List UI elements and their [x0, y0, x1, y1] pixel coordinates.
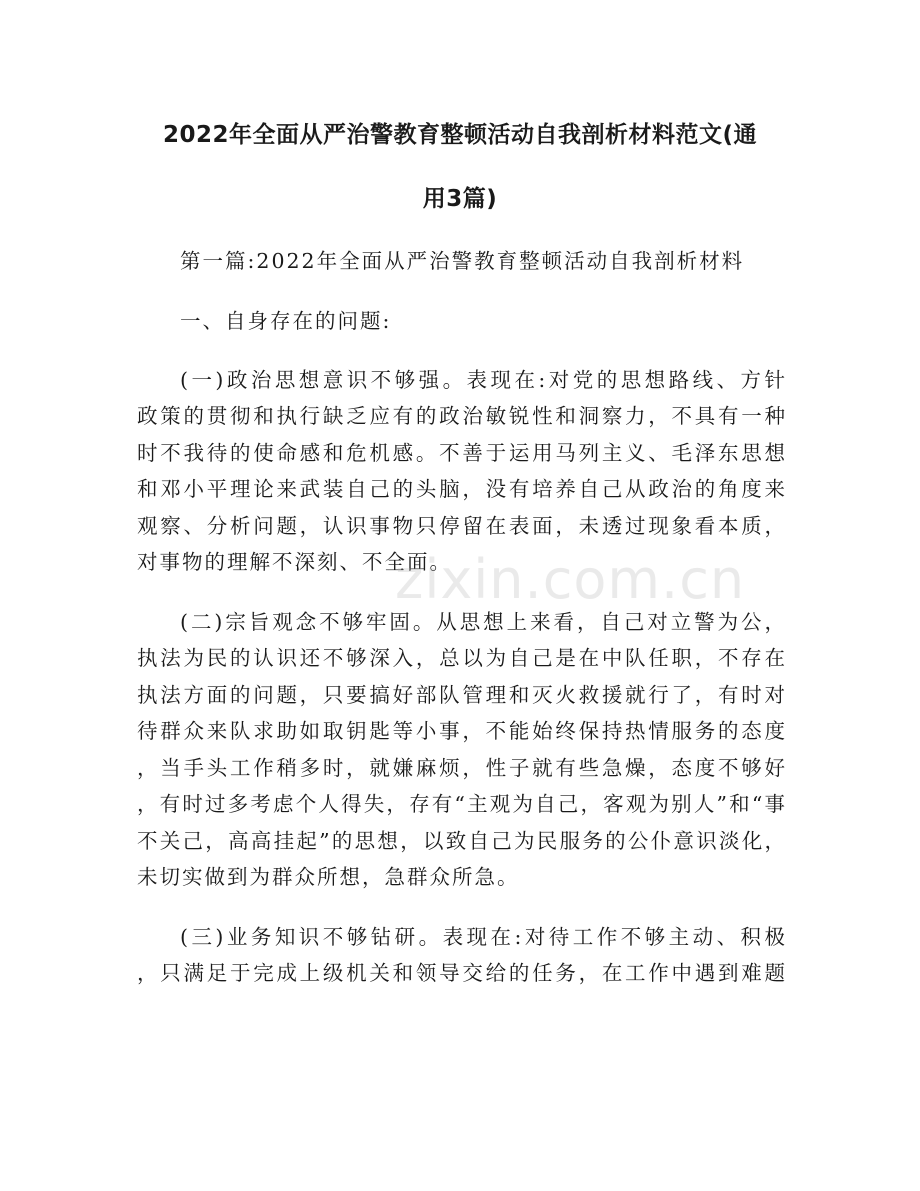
- paragraph-2-line: 待群众来队求助如取钥匙等小事，不能始终保持热情服务的态度: [137, 719, 787, 743]
- paragraph-2-line: 未切实做到为群众所想，急群众所急。: [137, 865, 520, 889]
- paragraph-2-line: 执法方面的问题，只要搞好部队管理和灭火救援就行了，有时对: [137, 683, 787, 707]
- paragraph-1-line: 观察、分析问题，认识事物只停留在表面，未透过现象看本质，: [137, 514, 787, 538]
- paragraph-1-line: 对事物的理解不深刻、不全面。: [137, 550, 452, 574]
- paragraph-3-line: (三)业务知识不够钻研。表现在:对待工作不够主动、积极: [180, 925, 787, 949]
- document-title-line-1: 2022年全面从严治警教育整顿活动自我剖析材料范文(通: [162, 122, 758, 148]
- paragraph-2-line: 不关己，高高挂起”的思想，以致自己为民服务的公仆意识淡化，: [137, 829, 787, 853]
- paragraph-1-line: (一)政治思想意识不够强。表现在:对党的思想路线、方针: [180, 368, 787, 392]
- paragraph-1-line: 时不我待的使命感和危机感。不善于运用马列主义、毛泽东思想: [137, 441, 787, 465]
- paragraph-2-line: ，当手头工作稍多时，就嫌麻烦，性子就有些急燥，态度不够好: [137, 756, 787, 780]
- section-heading: 第一篇:2022年全面从严治警教育整顿活动自我剖析材料: [180, 249, 745, 273]
- watermark: zixin.com.cn: [395, 548, 746, 611]
- paragraph-2-line: (二)宗旨观念不够牢固。从思想上来看，自己对立警为公，: [180, 610, 787, 634]
- paragraph-2-line: 执法为民的认识还不够深入，总以为自己是在中队任职，不存在: [137, 646, 787, 670]
- paragraph-2-line: ，有时过多考虑个人得失，存有“主观为自己，客观为别人”和“事: [137, 792, 787, 816]
- part-heading: 一、自身存在的问题:: [180, 309, 392, 333]
- paragraph-1-line: 和邓小平理论来武装自己的头脑，没有培养自己从政治的角度来: [137, 477, 787, 501]
- document-title-line-2: 用3篇): [422, 186, 498, 212]
- paragraph-1-line: 政策的贯彻和执行缺乏应有的政治敏锐性和洞察力，不具有一种: [137, 404, 787, 428]
- paragraph-3-line: ，只满足于完成上级机关和领导交给的任务，在工作中遇到难题: [137, 961, 787, 985]
